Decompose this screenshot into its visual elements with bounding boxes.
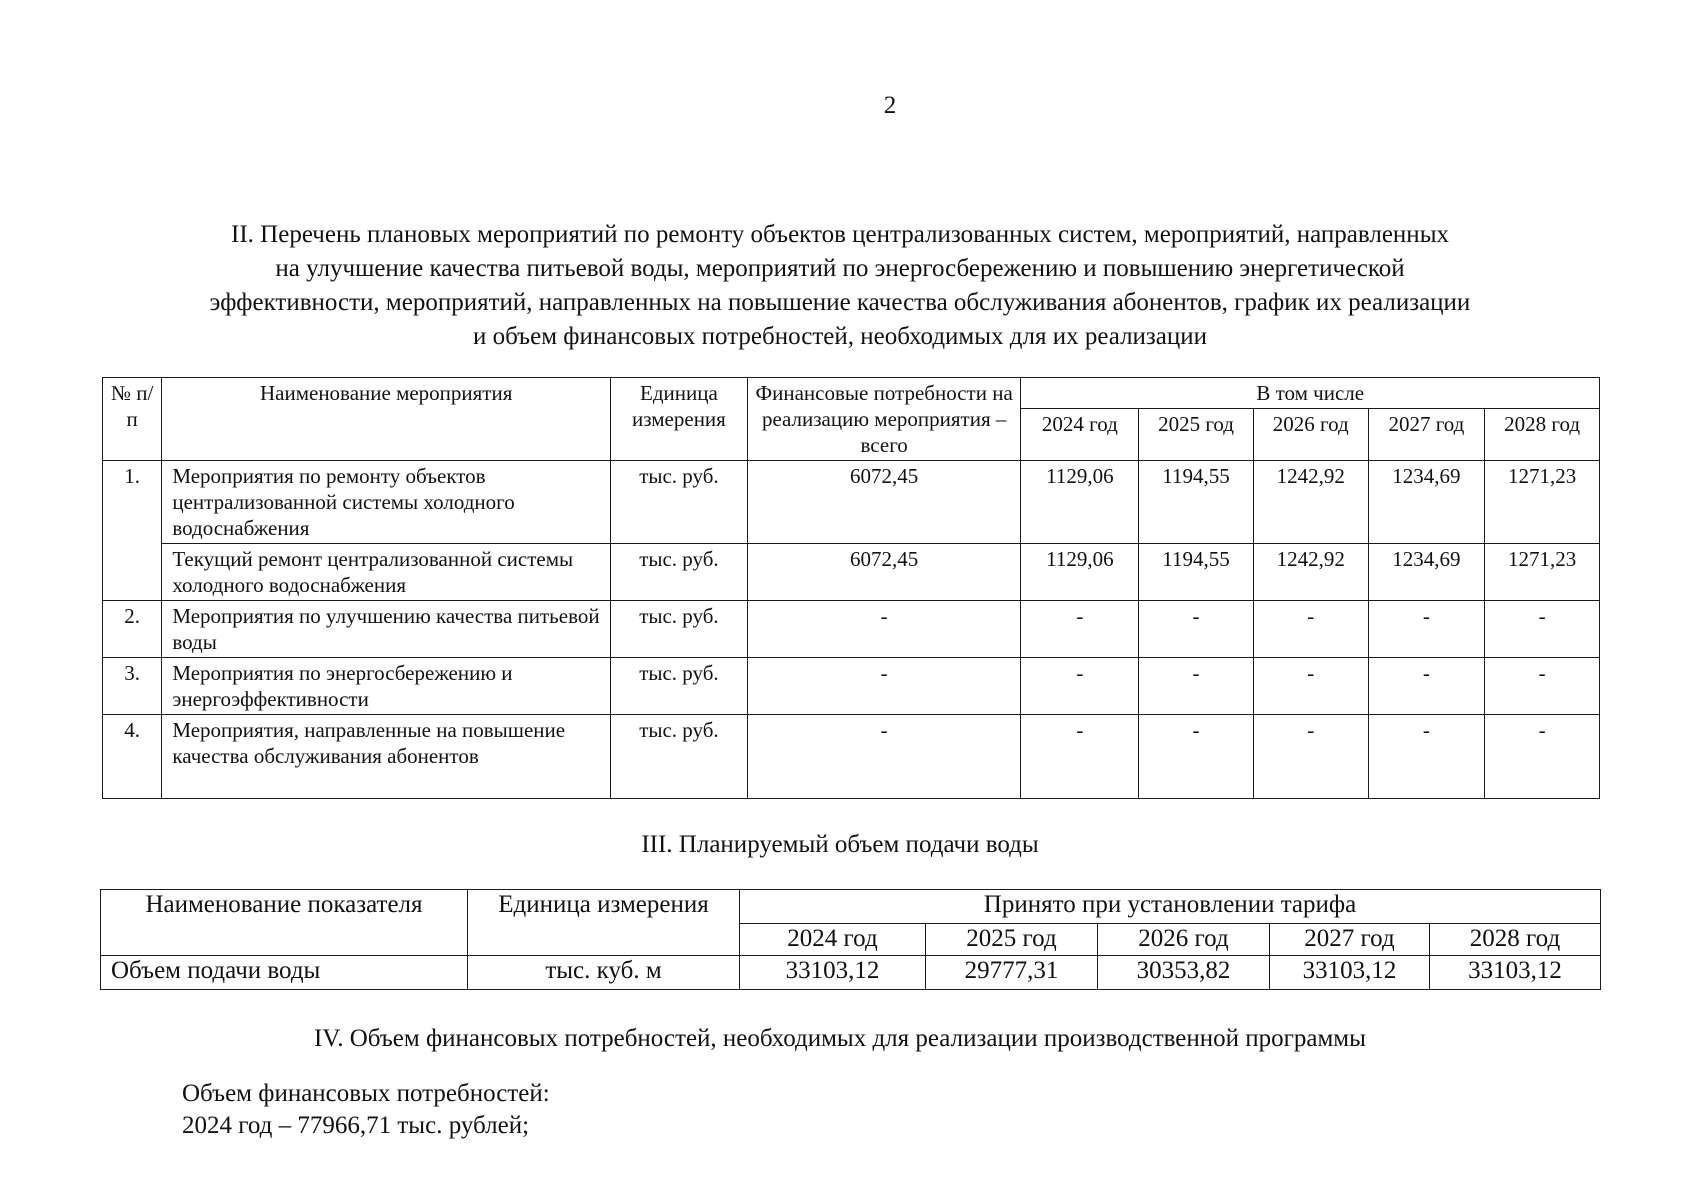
row-year-value: 1242,92 (1253, 461, 1368, 544)
row-year-value: - (1253, 715, 1368, 799)
financial-needs-2024: 2024 год – 77966,71 тыс. рублей; (182, 1112, 530, 1139)
row-indicator: Объем подачи воды (101, 956, 468, 990)
header-accepted: Принято при установлении тарифа (740, 890, 1601, 924)
row-year-value: 1129,06 (1021, 544, 1139, 601)
section-2-title-line: и объем финансовых потребностей, необходимых для их реализации (472, 323, 1208, 350)
row-year-value: - (1485, 658, 1600, 715)
row-year-value: - (1253, 658, 1368, 715)
financial-needs-label: Объем финансовых потребностей: (182, 1080, 550, 1107)
row-total: 6072,45 (747, 544, 1021, 601)
header-year: 2025 год (1139, 409, 1254, 461)
header-year: 2028 год (1485, 409, 1600, 461)
header-year: 2027 год (1270, 924, 1430, 956)
row-year-value: - (1139, 658, 1254, 715)
row-num: 1. (103, 461, 162, 601)
row-year-value: 30353,82 (1098, 956, 1270, 990)
header-total: Финансовые потребности на реализацию мероприятия – всего (747, 378, 1021, 461)
row-year-value: - (1368, 658, 1485, 715)
row-unit: тыс. куб. м (468, 956, 740, 990)
header-year: 2028 год (1430, 924, 1601, 956)
row-year-value: 33103,12 (740, 956, 926, 990)
table-row (101, 956, 1601, 990)
row-year-value: - (1021, 715, 1139, 799)
row-year-value: 29777,31 (926, 956, 1098, 990)
row-num: 2. (103, 601, 162, 658)
row-total: - (747, 658, 1021, 715)
section-2-title (110, 218, 1570, 354)
row-name: Мероприятия по улучшению качества питьевой воды (162, 601, 611, 658)
section-4-title: IV. Объем финансовых потребностей, необходимых для реализации производственной программы (314, 1025, 1366, 1052)
header-unit: Единица измерения (468, 890, 740, 956)
row-year-value: - (1021, 658, 1139, 715)
row-year-value: - (1021, 601, 1139, 658)
row-year-value: 33103,12 (1270, 956, 1430, 990)
row-name: Текущий ремонт централизованной системы холодного водоснабжения (162, 544, 611, 601)
row-year-value: 1129,06 (1021, 461, 1139, 544)
row-year-value: 1194,55 (1139, 544, 1254, 601)
row-year-value: - (1368, 715, 1485, 799)
row-year-value: - (1485, 601, 1600, 658)
page-number: 2 (883, 92, 897, 119)
row-unit: тыс. руб. (611, 544, 748, 601)
row-unit: тыс. руб. (611, 601, 748, 658)
row-year-value: 1194,55 (1139, 461, 1254, 544)
table-row (103, 715, 1600, 799)
row-year-value: - (1139, 601, 1254, 658)
section-2-title-line: на улучшение качества питьевой воды, мероприятий по энергосбережению и повышению энергетической (275, 255, 1405, 282)
water-supply-table (100, 889, 1601, 990)
row-year-value: - (1485, 715, 1600, 799)
row-name: Мероприятия по энергосбережению и энергоэффективности (162, 658, 611, 715)
section-2-title-line: II. Перечень плановых мероприятий по ремонту объектов централизованных систем, мероприятий, направленных (231, 221, 1449, 248)
row-num: 3. (103, 658, 162, 715)
row-unit: тыс. руб. (611, 658, 748, 715)
row-name: Мероприятия, направленные на повышение качества обслуживания абонентов (162, 715, 611, 799)
table-row (103, 658, 1600, 715)
header-including: В том числе (1021, 378, 1600, 409)
header-unit: Единица измерения (611, 378, 748, 461)
row-total: - (747, 715, 1021, 799)
header-year: 2026 год (1098, 924, 1270, 956)
header-year: 2027 год (1368, 409, 1485, 461)
row-total: - (747, 601, 1021, 658)
header-year: 2024 год (740, 924, 926, 956)
header-name: Наименование мероприятия (162, 378, 611, 461)
section-2-title-line: эффективности, мероприятий, направленных на повышение качества обслуживания абонентов, график их реализации (209, 289, 1471, 316)
row-year-value: 1234,69 (1368, 544, 1485, 601)
activities-table (102, 377, 1600, 799)
row-year-value: 1242,92 (1253, 544, 1368, 601)
table-row (103, 461, 1600, 544)
row-year-value: 1271,23 (1485, 544, 1600, 601)
row-year-value: 1234,69 (1368, 461, 1485, 544)
row-year-value: - (1139, 715, 1254, 799)
table-row (103, 601, 1600, 658)
row-unit: тыс. руб. (611, 715, 748, 799)
row-year-value: - (1253, 601, 1368, 658)
header-year: 2026 год (1253, 409, 1368, 461)
row-name: Мероприятия по ремонту объектов централизованной системы холодного водоснабжения (162, 461, 611, 544)
row-year-value: - (1368, 601, 1485, 658)
row-total: 6072,45 (747, 461, 1021, 544)
row-unit: тыс. руб. (611, 461, 748, 544)
header-num: № п/п (103, 378, 162, 461)
row-year-value: 33103,12 (1430, 956, 1601, 990)
section-3-title: III. Планируемый объем подачи воды (641, 831, 1039, 858)
header-year: 2025 год (926, 924, 1098, 956)
header-year: 2024 год (1021, 409, 1139, 461)
row-num: 4. (103, 715, 162, 799)
row-year-value: 1271,23 (1485, 461, 1600, 544)
header-indicator: Наименование показателя (101, 890, 468, 956)
table-row (103, 544, 1600, 601)
